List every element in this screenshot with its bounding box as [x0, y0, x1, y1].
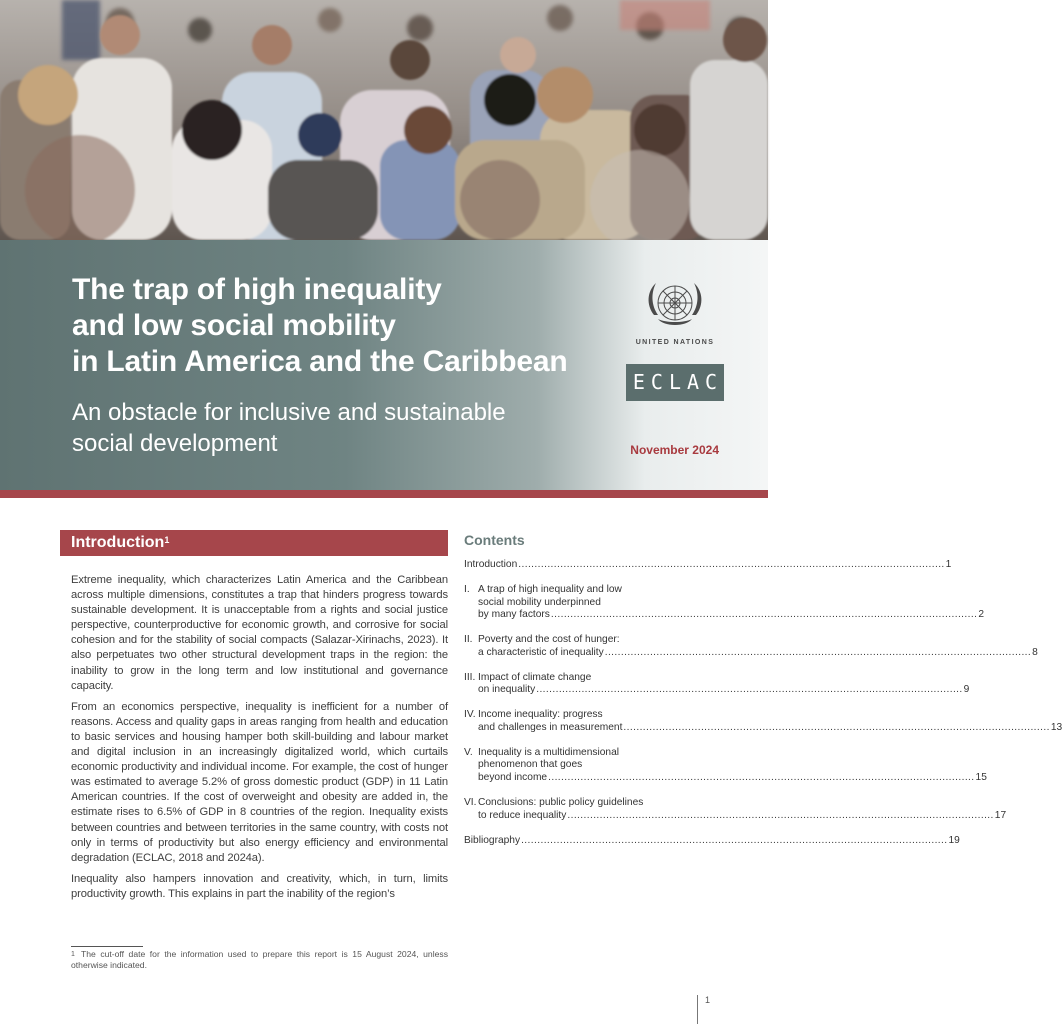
toc-item-label: a characteristic of inequality [478, 646, 604, 658]
footnote-rule [71, 946, 143, 947]
page-number: 1 [705, 995, 711, 1005]
eclac-logo: ECLAC [626, 364, 724, 401]
toc-item[interactable] [464, 746, 987, 785]
un-label: UNITED NATIONS [635, 339, 715, 346]
toc-item[interactable] [464, 671, 970, 697]
contents-heading: Contents [464, 532, 525, 548]
toc-item-label: A trap of high inequality and low [478, 583, 622, 595]
toc-item-page: 1 [945, 559, 952, 570]
introduction-heading [60, 530, 448, 556]
toc-leader-dots [548, 772, 974, 785]
toc-item[interactable] [464, 634, 1038, 659]
subtitle-line: An obstacle for inclusive and sustainable [72, 399, 506, 426]
toc-item-page: 17 [994, 809, 1007, 821]
page-marker [697, 995, 698, 1024]
toc-item-number: II. [464, 634, 473, 646]
toc-item-label: and challenges in measurement [478, 721, 623, 733]
subtitle-line: social development [72, 430, 278, 457]
title-line: The trap of high inequality [72, 273, 442, 306]
toc-leader-dots [551, 609, 977, 622]
introduction-heading-text: Introduction [71, 534, 165, 551]
cover-photo [0, 0, 768, 240]
toc-item-label: social mobility underpinned [478, 596, 601, 608]
toc-item-label: Impact of climate change [478, 671, 592, 683]
toc-leader-dots [623, 722, 1049, 735]
toc-item-number: V. [464, 746, 473, 758]
footnote-text: The cut-off date for the information used to prepare this report is 15 August 2024, unless otherwise indicated. [71, 949, 448, 970]
toc-item-page: 8 [1032, 646, 1038, 658]
toc-item-label: Poverty and the cost of hunger: [478, 634, 620, 646]
toc-item-number: I. [464, 583, 470, 595]
toc-leader-dots [605, 647, 1031, 660]
crowd-photo-icon [0, 0, 768, 240]
toc-item-label: Introduction [464, 559, 518, 570]
toc-leader-dots [536, 684, 962, 697]
paragraph: Extreme inequality, which characterizes Latin America and the Caribbean across multiple dimensions, constitutes a trap that hinders progress towards sustainable development. It is unacceptable from a rights and social justice perspective, counterproductive for economic growth, and corrosive for social cohesion and for the stability of social compacts (Salazar-Xirinachs, 2023). It also perpetuates two other structural development traps in the region: the inability to grow in the long term and low institutional and governance capacity. [71, 574, 448, 692]
table-of-contents [464, 559, 1062, 860]
paragraph: Inequality also hampers innovation and creativity, which, in turn, limits productivity growth. This explains in part the inability of the region’s [71, 872, 448, 900]
toc-item-label: on inequality [478, 684, 536, 696]
report-title [72, 272, 592, 380]
toc-item-number: IV. [464, 709, 476, 721]
toc-leader-dots [518, 559, 944, 572]
title-line: in Latin America and the Caribbean [72, 345, 568, 378]
toc-item[interactable] [464, 709, 1062, 734]
toc-item-page: 19 [948, 834, 960, 846]
toc-item-label: beyond income [478, 772, 548, 784]
toc-leader-dots [521, 835, 947, 848]
un-emblem-icon [640, 275, 710, 335]
toc-item-number: III. [464, 671, 476, 683]
footnote [71, 949, 448, 971]
toc-item-page: 13 [1050, 721, 1062, 733]
toc-item-label: phenomenon that goes [478, 759, 583, 771]
toc-leader-dots [567, 810, 993, 823]
toc-item-label: by many factors [478, 609, 550, 621]
divider [0, 490, 768, 498]
toc-item-label: to reduce inequality [478, 809, 567, 821]
toc-item-page: 9 [963, 684, 970, 696]
toc-item-page: 2 [978, 609, 984, 621]
title-line: and low social mobility [72, 309, 396, 342]
toc-item-page: 15 [975, 772, 987, 784]
publication-date: November 2024 [630, 443, 719, 457]
report-subtitle [72, 397, 592, 459]
toc-item-label: Bibliography [464, 834, 521, 846]
toc-item-label: Inequality is a multidimensional [478, 746, 619, 758]
introduction-body [71, 573, 448, 908]
toc-item[interactable] [464, 834, 960, 848]
footnote-number: 1 [71, 951, 75, 958]
footnote-ref[interactable]: 1 [164, 535, 170, 545]
toc-item-label: Income inequality: progress [478, 709, 603, 721]
toc-item[interactable] [464, 583, 984, 622]
toc-item-number: VI. [464, 797, 477, 809]
toc-item[interactable] [464, 797, 1007, 822]
toc-item-label: Conclusions: public policy guidelines [478, 797, 644, 809]
paragraph: From an economics perspective, inequality is inefficient for a number of reasons. Access and quality gaps in areas ranging from health and education to basic services and housing hamper both skill-building and labour market and digital inclusion in an increasingly digitalized world, which curtails economic productivity and individual income. For example, the cost of hunger was estimated to average 5.2% of gross domestic product (GDP) in 11 Latin American countries. If the cost of overweight and obesity are added in, the estimate rises to 6.5% of GDP in 8 countries of the region. Inequality exists between countries and between territories in the same country, with costs not only in terms of productivity but also energy efficiency and environmental degradation (ECLAC, 2018 and 2024a). [71, 700, 448, 864]
toc-item[interactable] [464, 559, 952, 572]
